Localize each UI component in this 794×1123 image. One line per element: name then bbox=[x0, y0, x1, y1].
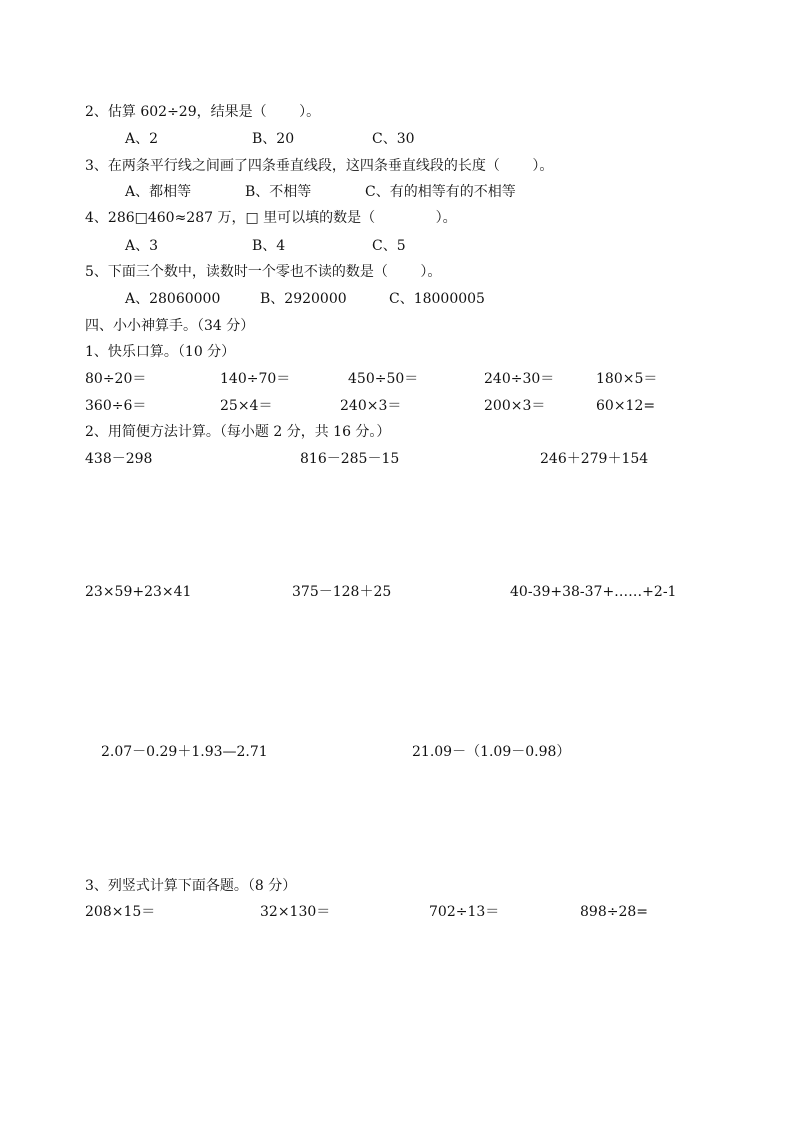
part-1-title: 1、快乐口算。（10 分） bbox=[85, 344, 236, 360]
simplify-problem: 2.07－0.29＋1.93—2.71 bbox=[101, 744, 268, 760]
q2-option-b: B、20 bbox=[252, 131, 295, 147]
oral-problem: 25×4＝ bbox=[220, 398, 273, 414]
oral-problem: 240×3＝ bbox=[340, 398, 402, 414]
q3-option-c: C、有的相等有的不相等 bbox=[365, 184, 516, 200]
simplify-problem: 40-39+38-37+……+2-1 bbox=[510, 584, 677, 600]
oral-problem: 450÷50＝ bbox=[348, 371, 419, 387]
simplify-problem: 816－285－15 bbox=[300, 451, 400, 467]
oral-problem: 180×5＝ bbox=[596, 371, 658, 387]
section-4-title: 四、小小神算手。（34 分） bbox=[85, 318, 255, 334]
q3-option-b: B、不相等 bbox=[245, 184, 312, 200]
oral-problem: 60×12= bbox=[596, 398, 656, 414]
part-3-title: 3、列竖式计算下面各题。（8 分） bbox=[85, 878, 297, 894]
vertical-calc-problem: 898÷28= bbox=[580, 904, 648, 920]
q2-option-c: C、30 bbox=[372, 131, 415, 147]
oral-problem: 360÷6＝ bbox=[85, 398, 147, 414]
q4-option-b: B、4 bbox=[252, 238, 286, 254]
q4-option-a: A、3 bbox=[125, 238, 159, 254]
question-5-stem: 5、下面三个数中，读数时一个零也不读的数是（ ）。 bbox=[85, 264, 442, 280]
simplify-problem: 21.09－（1.09－0.98） bbox=[412, 744, 571, 760]
oral-problem: 80÷20＝ bbox=[85, 371, 147, 387]
oral-problem: 140÷70＝ bbox=[220, 371, 291, 387]
q2-option-a: A、2 bbox=[125, 131, 159, 147]
simplify-problem: 23×59+23×41 bbox=[85, 584, 192, 600]
question-3-stem: 3、在两条平行线之间画了四条垂直线段，这四条垂直线段的长度（ ）。 bbox=[85, 158, 554, 174]
q5-option-b: B、2920000 bbox=[260, 291, 347, 307]
q5-option-a: A、28060000 bbox=[125, 291, 221, 307]
question-2-stem: 2、估算 602÷29，结果是（ ）。 bbox=[85, 104, 321, 120]
q4-option-c: C、5 bbox=[372, 238, 406, 254]
vertical-calc-problem: 32×130＝ bbox=[260, 904, 331, 920]
vertical-calc-problem: 702÷13＝ bbox=[429, 904, 500, 920]
simplify-problem: 246＋279＋154 bbox=[540, 451, 649, 467]
oral-problem: 240÷30＝ bbox=[484, 371, 555, 387]
simplify-problem: 375－128＋25 bbox=[292, 584, 392, 600]
q3-option-a: A、都相等 bbox=[125, 184, 192, 200]
simplify-problem: 438－298 bbox=[85, 451, 153, 467]
part-2-title: 2、用简便方法计算。（每小题 2 分，共 16 分。） bbox=[85, 424, 391, 440]
oral-problem: 200×3＝ bbox=[484, 398, 546, 414]
question-4-stem: 4、286□460≈287 万，□ 里可以填的数是（ ）。 bbox=[85, 210, 457, 226]
vertical-calc-problem: 208×15＝ bbox=[85, 904, 156, 920]
q5-option-c: C、18000005 bbox=[389, 291, 485, 307]
